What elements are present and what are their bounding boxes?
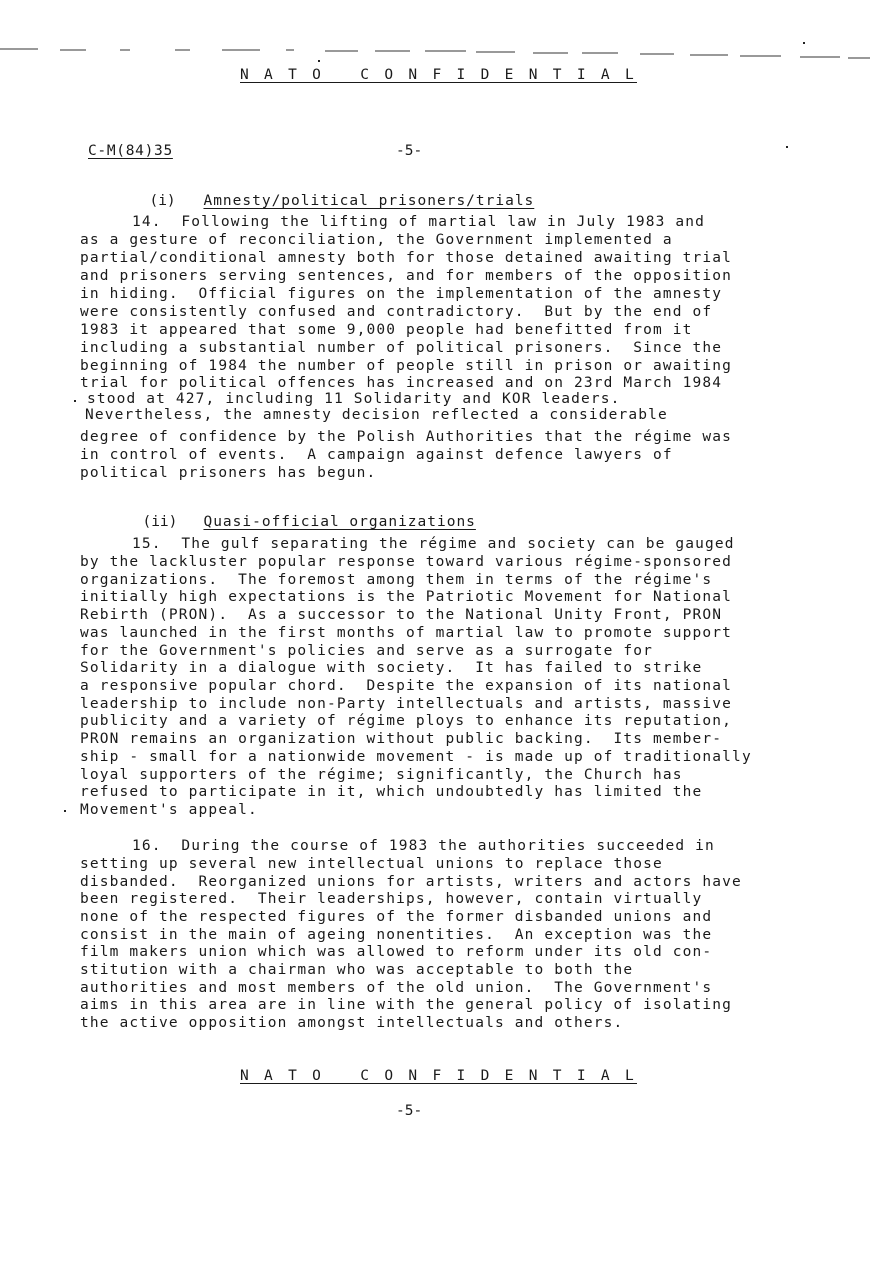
paragraph-line: stood at 427, including 11 Solidarity and KOR leaders. xyxy=(87,391,621,407)
paragraph-line: 1983 it appeared that some 9,000 people had benefitted from it xyxy=(80,322,693,338)
section-title: Quasi-official organizations xyxy=(203,514,476,530)
paragraph-line: disbanded. Reorganized unions for artists, writers and actors have xyxy=(80,874,742,890)
paragraph-line: the active opposition amongst intellectuals and others. xyxy=(80,1015,624,1031)
page-number-header: -5- xyxy=(396,143,423,159)
paragraph-line: refused to participate in it, which undoubtedly has limited the xyxy=(80,784,703,800)
paragraph-line: a responsive popular chord. Despite the expansion of its national xyxy=(80,678,733,694)
paragraph-line: in hiding. Official figures on the implementation of the amnesty xyxy=(80,286,723,302)
paragraph-line: political prisoners has begun. xyxy=(80,465,377,481)
paragraph-line: ship - small for a nationwide movement - is made up of traditionally xyxy=(80,749,752,765)
scan-speck xyxy=(318,60,320,62)
paragraph-line: Solidarity in a dialogue with society. It has failed to strike xyxy=(80,660,703,676)
section-numeral: (ii) xyxy=(142,514,178,530)
scan-speck xyxy=(803,42,805,44)
section-heading-quasi-official xyxy=(125,498,476,530)
paragraph-line: as a gesture of reconciliation, the Government implemented a xyxy=(80,232,673,248)
paragraph-line: by the lackluster popular response toward various régime-sponsored xyxy=(80,554,733,570)
paragraph-line: none of the respected figures of the former disbanded unions and xyxy=(80,909,713,925)
paragraph-line: consist in the main of ageing nonentities. An exception was the xyxy=(80,927,713,943)
scan-speck xyxy=(786,146,788,148)
paragraph-line: Movement's appeal. xyxy=(80,802,258,818)
paragraph-line: Rebirth (PRON). As a successor to the National Unity Front, PRON xyxy=(80,607,723,623)
page-number-footer: -5- xyxy=(396,1103,423,1119)
scan-artifact-rule xyxy=(0,47,891,61)
paragraph-line: partial/conditional amnesty both for those detained awaiting trial xyxy=(80,250,733,266)
paragraph-line: Nevertheless, the amnesty decision reflected a considerable xyxy=(85,407,668,423)
paragraph-line: film makers union which was allowed to reform under its old con- xyxy=(80,944,713,960)
paragraph-line: 15. The gulf separating the régime and society can be gauged xyxy=(132,536,735,552)
paragraph-line: trial for political offences has increased and on 23rd March 1984 xyxy=(80,375,723,391)
paragraph-line: was launched in the first months of martial law to promote support xyxy=(80,625,733,641)
paragraph-line: leadership to include non-Party intellectuals and artists, massive xyxy=(80,696,733,712)
scan-speck xyxy=(74,400,76,402)
section-heading-amnesty xyxy=(132,177,534,209)
paragraph-line: publicity and a variety of régime ploys to enhance its reputation, xyxy=(80,713,733,729)
paragraph-line: PRON remains an organization without public backing. Its member- xyxy=(80,731,723,747)
section-title: Amnesty/political prisoners/trials xyxy=(203,193,535,209)
paragraph-line: including a substantial number of political prisoners. Since the xyxy=(80,340,723,356)
document-reference: C-M(84)35 xyxy=(88,143,173,159)
paragraph-line: 16. During the course of 1983 the authorities succeeded in xyxy=(132,838,715,854)
paragraph-line: for the Government's policies and serve as a surrogate for xyxy=(80,643,654,659)
paragraph-line: aims in this area are in line with the general policy of isolating xyxy=(80,997,733,1013)
paragraph-line: degree of confidence by the Polish Authorities that the régime was xyxy=(80,429,733,445)
paragraph-line: beginning of 1984 the number of people still in prison or awaiting xyxy=(80,358,733,374)
classification-footer: N A T O C O N F I D E N T I A L xyxy=(240,1068,637,1084)
paragraph-line: stitution with a chairman who was acceptable to both the xyxy=(80,962,634,978)
paragraph-line: were consistently confused and contradictory. But by the end of xyxy=(80,304,713,320)
paragraph-line: 14. Following the lifting of martial law in July 1983 and xyxy=(132,214,706,230)
section-numeral: (i) xyxy=(149,193,176,209)
paragraph-line: setting up several new intellectual unions to replace those xyxy=(80,856,663,872)
paragraph-line: been registered. Their leaderships, however, contain virtually xyxy=(80,891,703,907)
paragraph-line: loyal supporters of the régime; significantly, the Church has xyxy=(80,767,683,783)
paragraph-line: and prisoners serving sentences, and for members of the opposition xyxy=(80,268,733,284)
paragraph-line: initially high expectations is the Patriotic Movement for National xyxy=(80,589,733,605)
paragraph-line: in control of events. A campaign against defence lawyers of xyxy=(80,447,673,463)
classification-header: N A T O C O N F I D E N T I A L xyxy=(240,67,637,83)
paragraph-line: organizations. The foremost among them in terms of the régime's xyxy=(80,572,713,588)
paragraph-line: authorities and most members of the old union. The Government's xyxy=(80,980,713,996)
scan-speck xyxy=(64,810,66,812)
